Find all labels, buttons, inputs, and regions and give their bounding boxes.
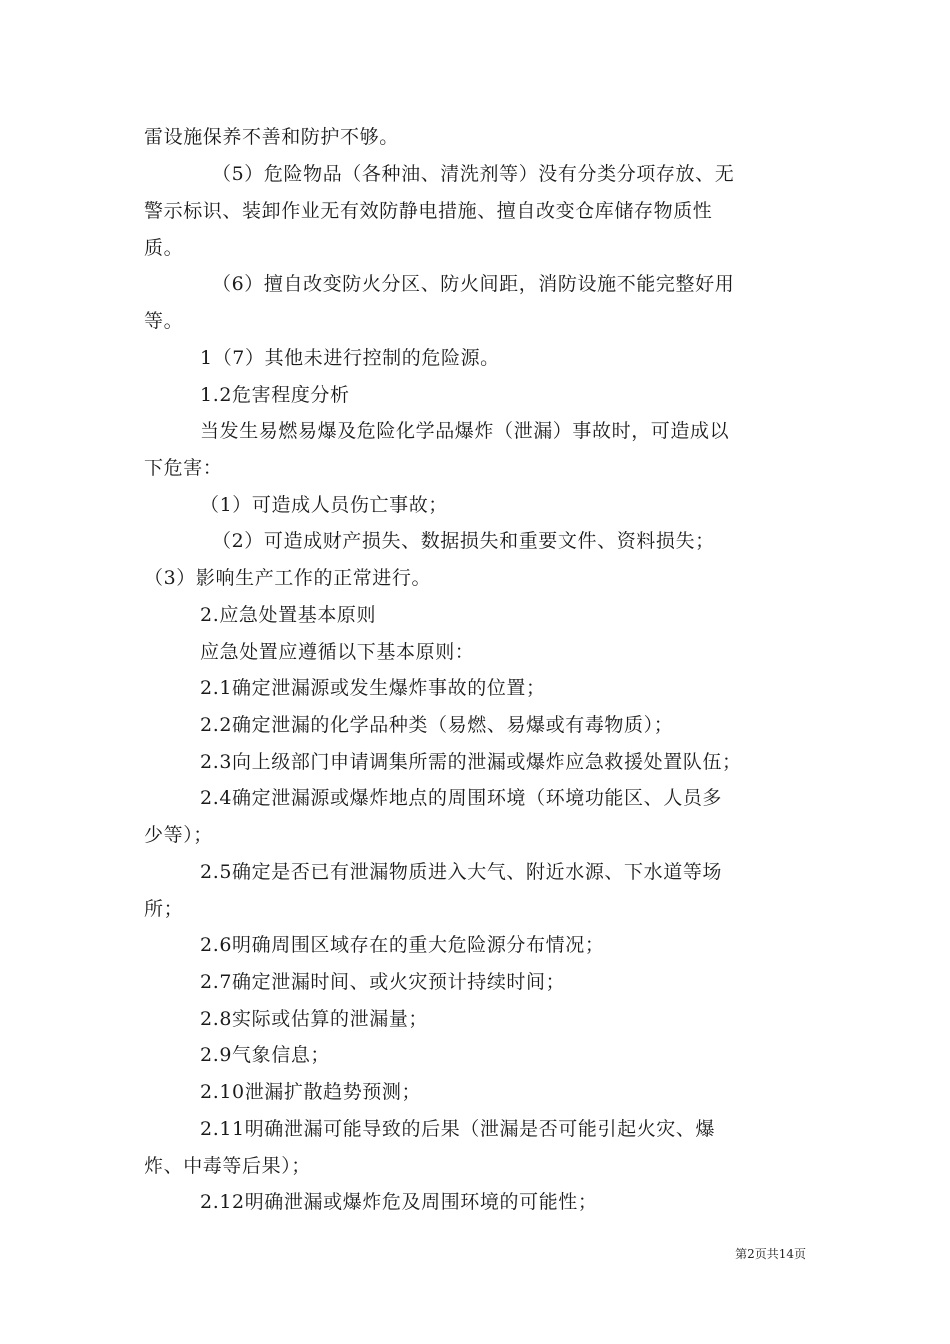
text-line: 等。 xyxy=(144,310,184,332)
section-heading: 2.应急处置基本原则 xyxy=(200,604,377,626)
text-line: 2.9气象信息； xyxy=(200,1044,331,1066)
text-line: 2.5确定是否已有泄漏物质进入大气、附近水源、下水道等场 xyxy=(200,861,723,883)
text-line: 2.2确定泄漏的化学品种类（易燃、易爆或有毒物质）； xyxy=(200,714,674,736)
text-line: （3）影响生产工作的正常进行。 xyxy=(144,567,432,589)
text-line: 炸、中毒等后果）； xyxy=(144,1155,311,1177)
text-line: 2.11明确泄漏可能导致的后果（泄漏是否可能引起火灾、爆 xyxy=(200,1118,716,1140)
text-line: （5）危险物品（各种油、清洗剂等）没有分类分项存放、无 xyxy=(212,163,735,185)
text-line: 少等）； xyxy=(144,824,213,846)
text-line: 所； xyxy=(144,898,184,920)
text-line: 1（7）其他未进行控制的危险源。 xyxy=(200,347,500,369)
text-line: 警示标识、装卸作业无有效防静电措施、擅自改变仓库储存物质性 xyxy=(144,200,713,222)
text-line: 应急处置应遵循以下基本原则： xyxy=(200,641,475,663)
text-line: （1）可造成人员伤亡事故； xyxy=(200,494,448,516)
text-line: （6）擅自改变防火分区、防火间距，消防设施不能完整好用 xyxy=(212,273,735,295)
text-line: 2.1确定泄漏源或发生爆炸事故的位置； xyxy=(200,677,546,699)
text-line: 雷设施保养不善和防护不够。 xyxy=(144,126,399,148)
text-line: 2.8实际或估算的泄漏量； xyxy=(200,1008,429,1030)
text-line: 2.12明确泄漏或爆炸危及周围环境的可能性； xyxy=(200,1191,598,1213)
text-line: 2.6明确周围区域存在的重大危险源分布情况； xyxy=(200,934,605,956)
text-line: 下危害： xyxy=(144,457,223,479)
text-line: 2.4确定泄漏源或爆炸地点的周围环境（环境功能区、人员多 xyxy=(200,787,723,809)
text-line: 当发生易燃易爆及危险化学品爆炸（泄漏）事故时，可造成以 xyxy=(200,420,730,442)
page-number-footer: 第2页共14页 xyxy=(735,1247,806,1261)
section-heading: 1.2危害程度分析 xyxy=(200,384,350,406)
text-line: 2.3向上级部门申请调集所需的泄漏或爆炸应急救援处置队伍； xyxy=(200,751,742,773)
text-line: （2）可造成财产损失、数据损失和重要文件、资料损失； xyxy=(212,530,715,552)
text-line: 2.7确定泄漏时间、或火灾预计持续时间； xyxy=(200,971,566,993)
text-line: 2.10泄漏扩散趋势预测； xyxy=(200,1081,422,1103)
text-line: 质。 xyxy=(144,237,184,259)
